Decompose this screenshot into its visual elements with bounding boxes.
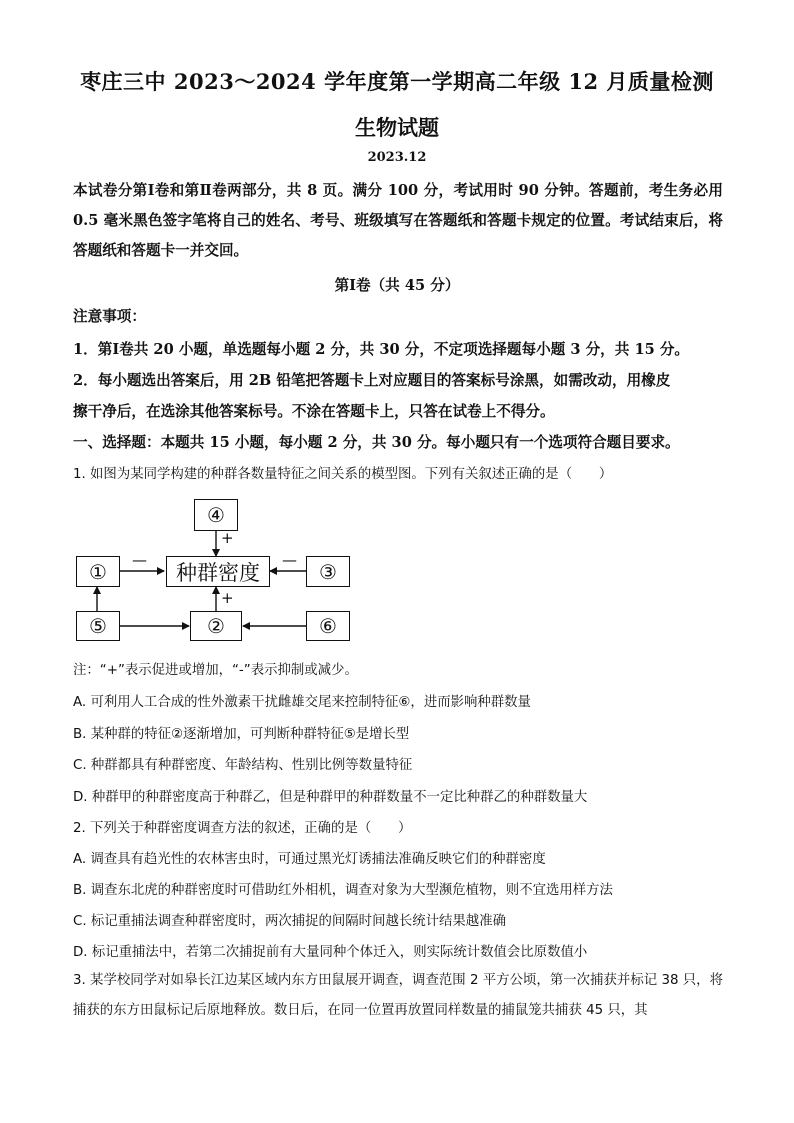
sign-minus-1: — (132, 551, 147, 569)
box-population-density: 种群密度 (166, 556, 270, 587)
question-2-option-a: A. 调查具有趋光性的农林害虫时，可通过黑光灯诱捕法准确反映它们的种群密度 (73, 852, 546, 867)
question-2-option-b: B. 调查东北虎的种群密度时可借助红外相机，调查对象为大型濒危植物，则不宜选用样方法 (73, 883, 613, 898)
box-2: ② (190, 611, 242, 641)
subject-title: 生物试题 (355, 115, 439, 140)
box-5: ⑤ (76, 611, 120, 641)
exam-title: 枣庄三中 2023～2024 学年度第一学期高二年级 12 月质量检测 (80, 69, 714, 94)
population-characteristics-diagram (72, 495, 362, 645)
question-3-stem: 3. 某学校同学对如皋长江边某区域内东方田鼠展开调查，调查范围 2 平方公顷，第一次捕获并标记 38 只，将捕获的东方田鼠标记后原地释放。数日后，在同一位置再放置同样数量的捕鼠笼共捕获 45 只，其 (73, 973, 723, 1018)
question-2-option-c: C. 标记重捕法调查种群密度时，两次捕捉的间隔时间越长统计结果越准确 (73, 914, 506, 929)
note-1: 1．第Ⅰ卷共 20 小题，单选题每小题 2 分，共 30 分，不定项选择题每小题 3 分，共 15 分。 (73, 341, 690, 358)
question-1-option-d: D. 种群甲的种群密度高于种群乙，但是种群甲的种群数量不一定比种群乙的种群数量大 (73, 790, 588, 805)
sign-plus-2: + (221, 589, 234, 607)
question-1-note: 注：“+”表示促进或增加，“-”表示抑制或减少。 (73, 663, 358, 678)
note-2-line-1: 2．每小题选出答案后，用 2B 铅笔把答题卡上对应题目的答案标号涂黑，如需改动，用橡皮 (73, 372, 671, 389)
box-4: ④ (194, 499, 238, 531)
question-2-stem: 2. 下列关于种群密度调查方法的叙述，正确的是（ ） (73, 821, 412, 836)
note-2-line-2: 擦干净后，在选涂其他答案标号。不涂在答题卡上，只答在试卷上不得分。 (73, 403, 555, 420)
exam-date: 2023.12 (367, 150, 427, 165)
sign-minus-3: — (282, 551, 297, 569)
question-1-stem: 1. 如图为某同学构建的种群各数量特征之间关系的模型图。下列有关叙述正确的是（ ） (73, 467, 613, 482)
notes-heading: 注意事项： (73, 308, 146, 325)
question-1-option-c: C. 种群都具有种群密度、年龄结构、性别比例等数量特征 (73, 758, 413, 773)
section-1-heading: 一、选择题：本题共 15 小题，每小题 2 分，共 30 分。每小题只有一个选项符合题目要求。 (73, 434, 680, 451)
sign-plus-4: + (221, 529, 234, 547)
box-6: ⑥ (306, 611, 350, 641)
intro-paragraph: 本试卷分第Ⅰ卷和第Ⅱ卷两部分，共 8 页。满分 100 分，考试用时 90 分钟。答题前，考生务必用 0.5 毫米黑色签字笔将自己的姓名、考号、班级填写在答题纸和答题卡规定的位置。考试结束后，将答题纸和答题卡一并交回。 (73, 182, 723, 259)
question-1-option-b: B. 某种群的特征②逐渐增加，可判断种群特征⑤是增长型 (73, 727, 410, 742)
question-1-option-a: A. 可利用人工合成的性外激素干扰雌雄交尾来控制特征⑥，进而影响种群数量 (73, 695, 531, 710)
box-1: ① (76, 556, 120, 587)
part1-heading: 第Ⅰ卷（共 45 分） (334, 277, 460, 294)
box-3: ③ (306, 556, 350, 587)
question-2-option-d: D. 标记重捕法中，若第二次捕捉前有大量同种个体迁入，则实际统计数值会比原数值小 (73, 945, 588, 960)
